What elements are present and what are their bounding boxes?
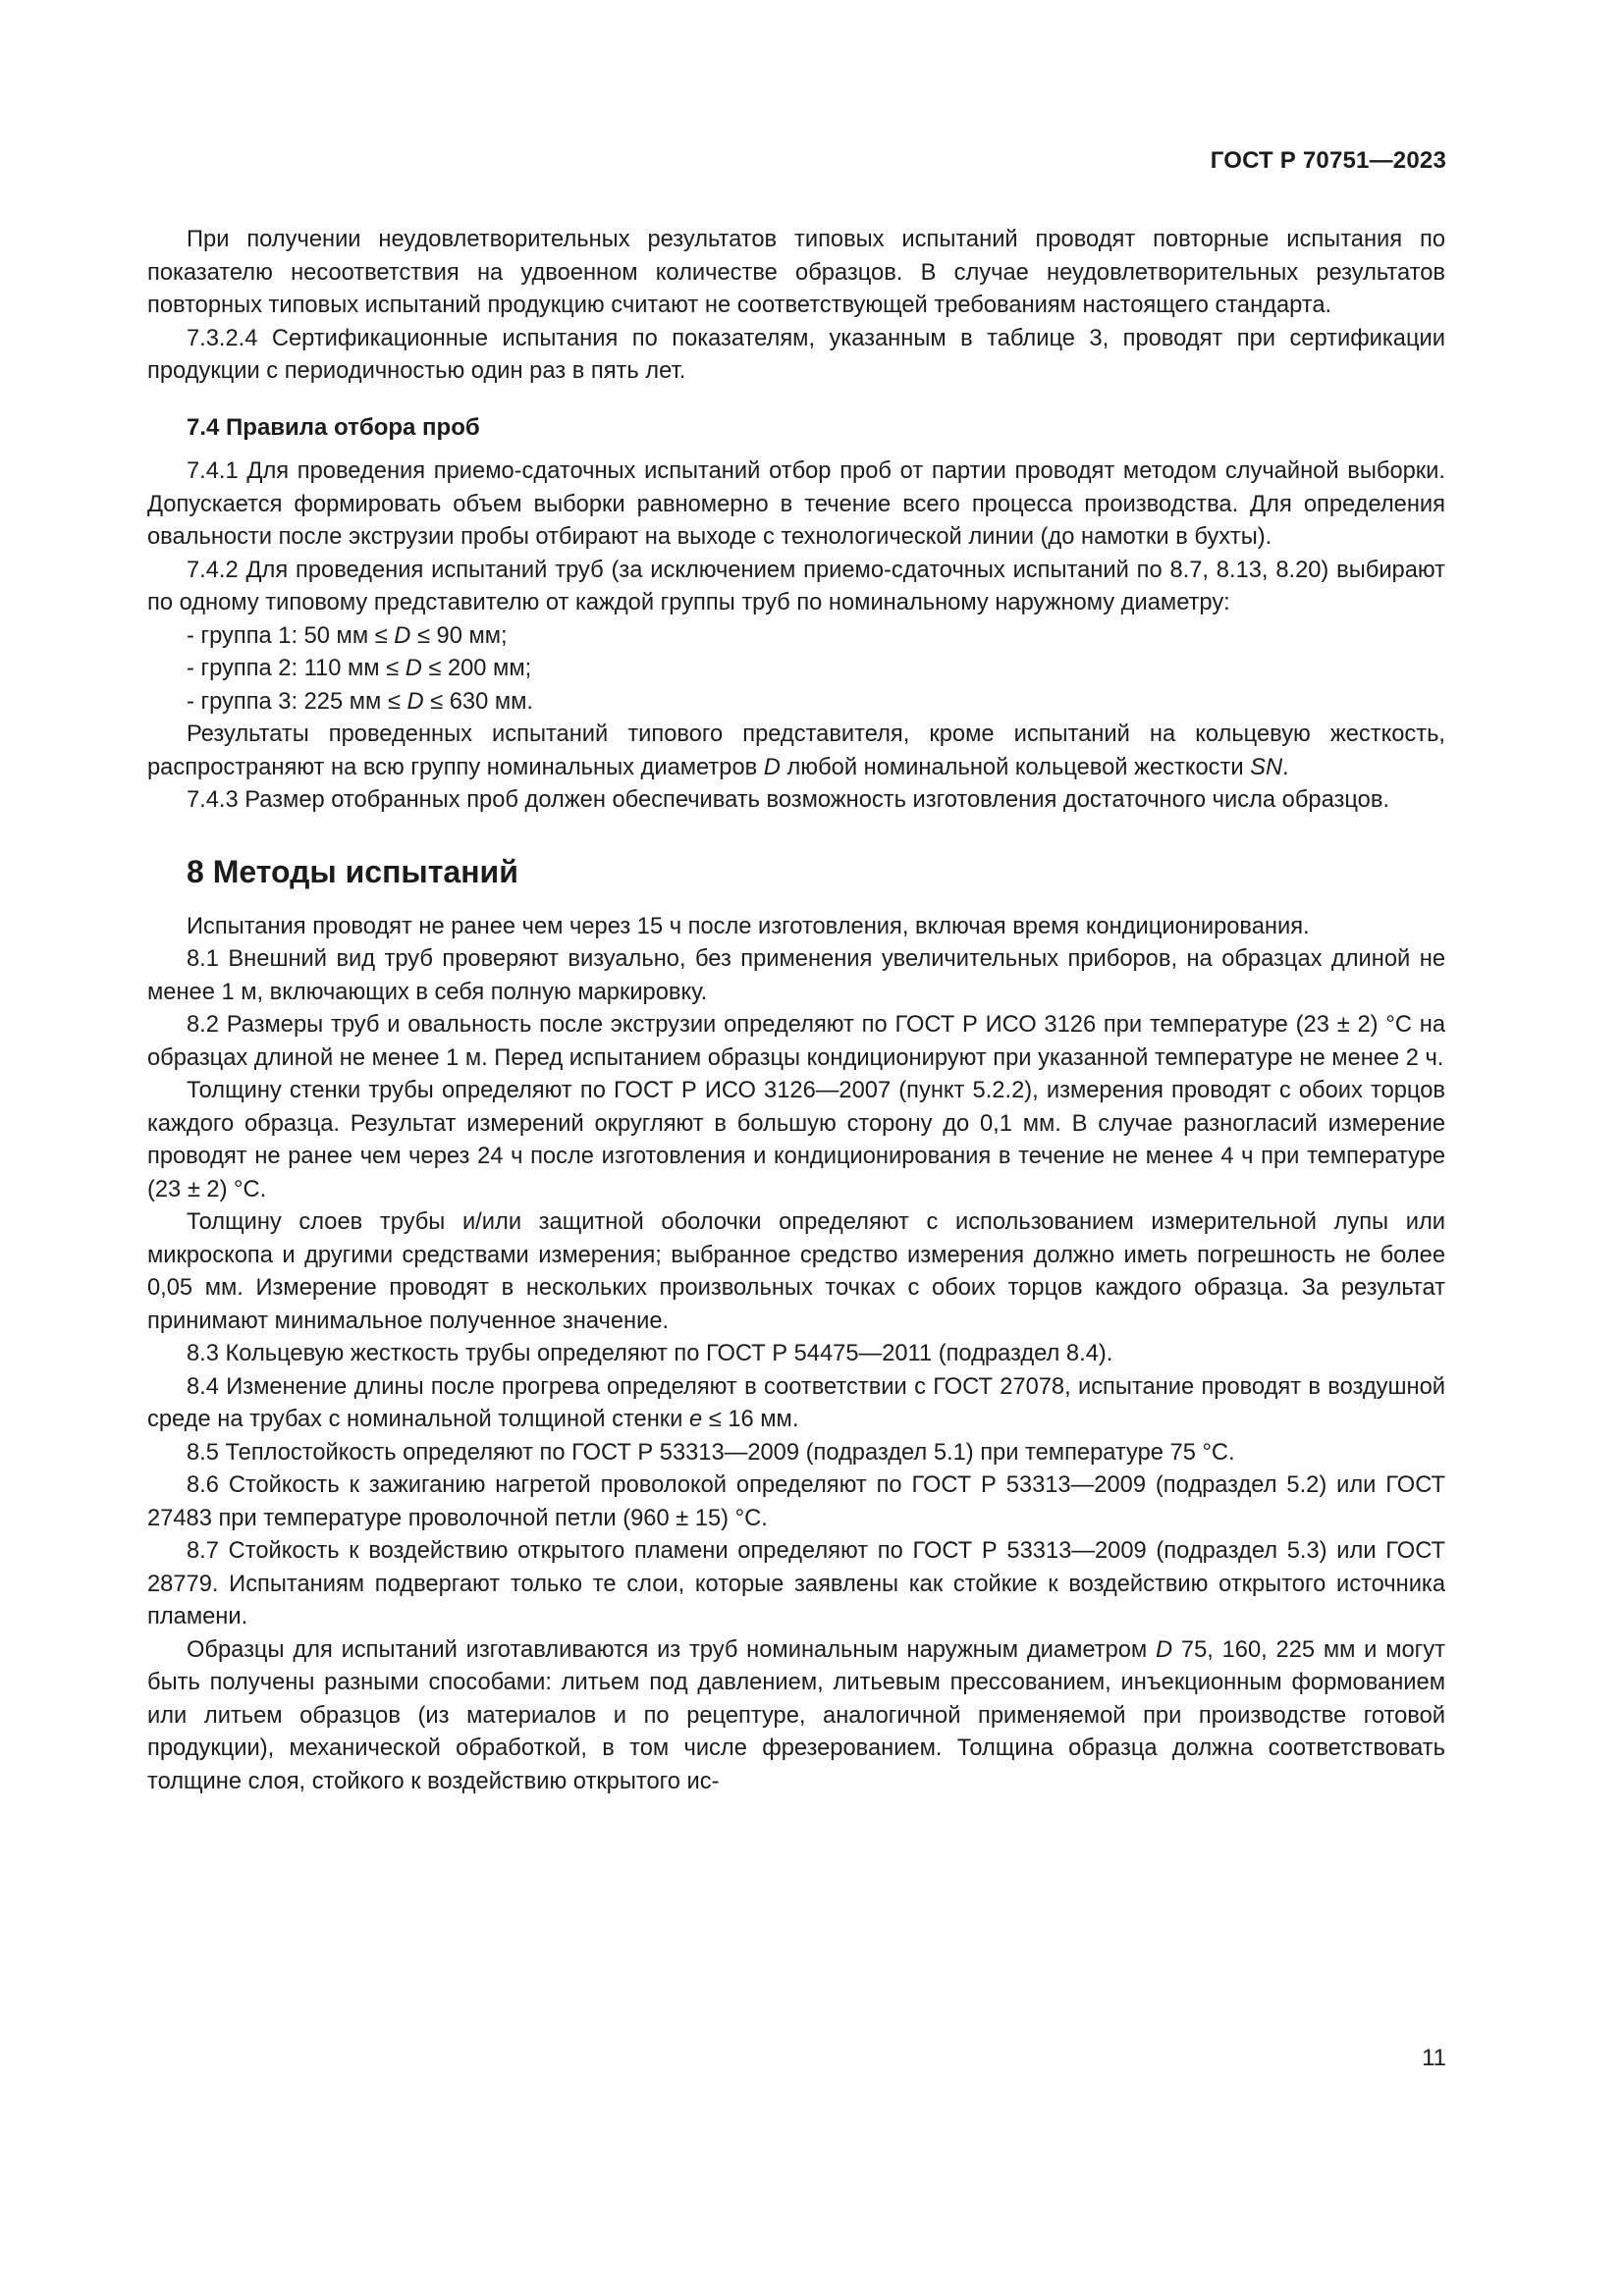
list-item-group-2: - группа 2: 110 мм ≤ D ≤ 200 мм; [187,656,532,681]
paragraph-8-7: 8.7 Стойкость к воздействию открытого пламени определяют по ГОСТ Р 53313—2009 (подраздел 5.3) или ГОСТ 28779. Испытаниям подвергают только те слои, которые заявлены как стойкие к воздействию открытого источника пламени. [147,1538,1445,1629]
paragraph-representative-results: Результаты проведенных испытаний типового представителя, кроме испытаний на кольцевую жесткость, распространяют на всю группу номинальных диаметров D любой номинальной кольцевой жесткости SN. [147,721,1445,780]
paragraph-7-4-3: 7.4.3 Размер отобранных проб должен обеспечивать возможность изготовления достаточного числа образцов. [187,787,1389,813]
paragraph-8-1: 8.1 Внешний вид труб проверяют визуально, без применения увеличительных приборов, на образцах длиной не менее 1 м, включающих в себя полную маркировку. [147,946,1445,1005]
list-item-group-3: - группа 3: 225 мм ≤ D ≤ 630 мм. [187,688,533,715]
page-number: 11 [1422,2045,1446,2071]
section-heading-7-4: 7.4 Правила отбора проб [187,413,480,441]
document-code: ГОСТ Р 70751—2023 [1210,147,1446,174]
paragraph-8-5: 8.5 Теплостойкость определяют по ГОСТ Р 53313—2009 (подраздел 5.1) при температуре 75 °С. [187,1439,1235,1466]
paragraph-layer-thickness: Толщину слоев трубы и/или защитной оболочки определяют с использованием измерительной лупы или микроскопа и другими средствами измерения; выбранное средство измерения должно иметь погрешность не более 0,05 мм. Измерение проводят в нескольких произвольных точках с обоих торцов каждого образца. За результат принимают минимальное полученное значение. [147,1209,1445,1334]
paragraph-7-3-2-4: 7.3.2.4 Сертификационные испытания по показателям, указанным в таблице 3, проводят при сертификации продукции с периодичностью один раз в пять лет. [147,325,1445,384]
paragraph-wall-thickness: Толщину стенки трубы определяют по ГОСТ Р ИСО 3126—2007 (пункт 5.2.2), измерения проводят с обоих торцов каждого образца. Результат измерений округляют в большую сторону до 0,1 мм. В случае разногласий измерение проводят не ранее чем через 24 ч после изготовления и кондиционирования в течение не менее 4 ч при температуре (23 ± 2) °С. [147,1078,1445,1202]
paragraph-7-4-2: 7.4.2 Для проведения испытаний труб (за исключением приемо-сдаточных испытаний по 8.7, 8.13, 8.20) выбирают по одному типовому представителю от каждой группы труб по номинальному наружному диаметру: [147,557,1445,615]
paragraph-test-samples: Образцы для испытаний изготавливаются из труб номинальным наружным диаметром D 75, 160, 225 мм и могут быть получены разными способами: литьем под давлением, литьевым прессованием, инъекционным формованием или литьем образцов (из материалов и по рецептуре, аналогичной применяемой при производстве готовой продукции), механической обработкой, в том числе фрезерованием. Толщина образца должна соответствовать толщине слоя, стойкого к воздействию открытого ис- [147,1636,1445,1794]
paragraph-8-3: 8.3 Кольцевую жесткость трубы определяют по ГОСТ Р 54475—2011 (подраздел 8.4). [187,1341,1113,1366]
list-item-group-1: - группа 1: 50 мм ≤ D ≤ 90 мм; [187,622,508,649]
paragraph-7-4-1: 7.4.1 Для проведения приемо-сдаточных испытаний отбор проб от партии проводят методом случайной выборки. Допускается формировать объем выборки равномерно в течение всего процесса производства. Для определения овальности после экструзии пробы отбирают на выходе с технологической линии (до намотки в бухты). [147,458,1445,550]
section-heading-8: 8 Методы испытаний [187,853,518,889]
paragraph-8-4: 8.4 Изменение длины после прогрева определяют в соответствии с ГОСТ 27078, испытание проводят в воздушной среде на трубах с номинальной толщиной стенки e ≤ 16 мм. [147,1373,1445,1432]
paragraph-8-intro: Испытания проводят не ранее чем через 15 ч после изготовления, включая время кондиционирования. [187,913,1310,939]
page-body [147,224,1445,1798]
paragraph-8-6: 8.6 Стойкость к зажиганию нагретой проволокой определяют по ГОСТ Р 53313—2009 (подраздел 5.2) или ГОСТ 27483 при температуре проволочной петли (960 ± 15) °С. [147,1472,1445,1531]
paragraph-8-2: 8.2 Размеры труб и овальность после экструзии определяют по ГОСТ Р ИСО 3126 при температуре (23 ± 2) °С на образцах длиной не менее 1 м. Перед испытанием образцы кондиционируют при указанной температуре не менее 2 ч. [147,1012,1445,1071]
paragraph-retest: При получении неудовлетворительных результатов типовых испытаний проводят повторные испытания по показателю несоответствия на удвоенном количестве образцов. В случае неудовлетворительных результатов повторных типовых испытаний продукцию считают не соответствующей требованиям настоящего стандарта. [147,227,1445,318]
